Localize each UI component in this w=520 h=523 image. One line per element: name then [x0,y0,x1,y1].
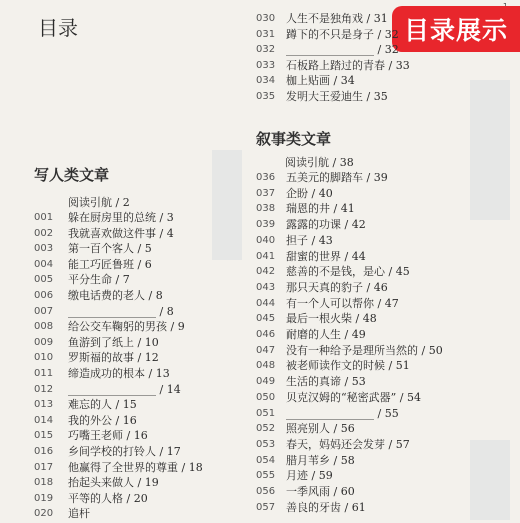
entry-title: 善良的牙齿 / 61 [286,500,366,514]
toc-banner-label: 目录展示 [403,16,508,45]
entry-number: 014 [34,414,54,426]
entry-title: 企盼 / 40 [286,186,333,200]
entry-title: 鱼游到了纸上 / 10 [68,335,159,349]
entry-number: 012 [34,383,54,395]
entry-number: 038 [256,203,276,215]
entry-number: 037 [256,187,276,199]
entry-number: 017 [34,461,54,473]
entry-number: 054 [256,454,276,466]
entry-number: 048 [256,360,276,372]
entry-title: ________________ / 14 [68,382,181,396]
entry-number: 003 [34,243,54,255]
entry-title: 乡间学校的打铃人 / 17 [68,445,181,458]
entry-title: 生活的真谛 / 53 [286,375,366,389]
entry-number: 049 [256,376,276,388]
entry-number: 056 [256,486,276,497]
entry-title: 蹲下的不只是身子 / 32 [286,27,399,41]
entry-number: 034 [256,75,276,86]
entry-title: 追杆 [68,507,90,521]
entry-number: 008 [34,321,54,333]
entry-title: 我的外公 / 16 [68,413,137,427]
entry-number: 055 [256,470,276,482]
section-heading-character: 写人类文章 [34,166,110,184]
entry-title: 慈善的不是钱，是心 / 45 [286,265,410,279]
entry-number: 009 [34,336,54,348]
entry-title: 最后一根火柴 / 48 [286,312,377,326]
ghost-bar-3 [470,440,510,520]
entry-title: 有一个人可以帮你 / 47 [286,296,399,310]
entry-number: 050 [256,391,276,403]
entry-title: 甜蜜的世界 / 44 [286,249,366,263]
entry-number: 057 [256,501,276,513]
entry-title: 躲在厨房里的总统 / 3 [68,211,174,224]
entry-number: 039 [256,219,276,231]
entry-number: 013 [34,399,54,411]
entry-number: 004 [34,258,54,270]
entry-number: 011 [34,368,54,379]
entry-number: 041 [256,250,276,262]
entry-number: 033 [256,59,276,71]
ghost-bar-1 [212,150,242,260]
section-heading-narrative: 叙事类文章 [256,130,332,148]
entry-title: 人生不是独角戏 / 31 [286,12,388,25]
entry-title: 瑞恩的井 / 41 [286,202,355,216]
entry-title: 耐磨的人生 / 49 [286,328,366,341]
entry-title: 我就喜欢做这件事 / 4 [68,226,174,240]
entry-number: 006 [34,290,54,301]
entry-number: 036 [256,172,276,183]
entry-title: ________________ / 32 [286,43,399,56]
page-title: 目录 [38,16,78,40]
entry-number: 045 [256,313,276,325]
entry-number: 016 [34,446,54,457]
entry-number: 052 [256,423,276,435]
entry-title: 巧嘴王老师 / 16 [68,429,148,443]
entry-number: 020 [34,508,54,520]
entry-title: 一季风雨 / 60 [286,485,355,498]
entry-title: ________________ / 55 [286,406,399,420]
entry-title: 五美元的脚踏车 / 39 [286,171,388,184]
entry-number: 031 [256,28,276,40]
entry-number: 002 [34,227,54,239]
entry-number: 018 [34,477,54,489]
entry-number: 046 [256,329,276,340]
toc-banner [392,6,520,52]
entry-number: 010 [34,352,54,364]
entry-title: 腊月苇乡 / 58 [286,453,355,467]
entry-number: 040 [256,234,276,246]
entry-title: 贝克汉姆的“秘密武器” / 54 [286,390,421,404]
entry-title: 抬起头来做人 / 19 [68,476,159,490]
entry-title: 他赢得了全世界的尊重 / 18 [68,460,203,474]
entry-title: 月迹 / 59 [286,469,333,483]
entry-title: 能工巧匠鲁班 / 6 [68,257,152,271]
entry-title: 罗斯福的故事 / 12 [68,351,159,365]
entry-number: 019 [34,492,54,504]
entry-number: 032 [256,44,276,55]
entry-title: 第一百个客人 / 5 [68,242,152,256]
entry-title: 没有一种给予是理所当然的 / 50 [286,343,443,357]
entry-number: 051 [256,407,276,419]
entry-number: 001 [34,212,54,223]
entry-number: 042 [256,266,276,278]
entry-number: 030 [256,13,276,24]
reading-guide-right: 阅读引航 / 38 [285,156,354,169]
entry-number: 043 [256,281,276,293]
entry-title: 给公交车鞠躬的男孩 / 9 [68,320,185,334]
entry-title: 那只天真的豹子 / 46 [286,280,388,294]
entry-title: 露露的功课 / 42 [286,218,366,232]
entry-number: 053 [256,438,276,450]
entry-title: 石板路上踏过的青春 / 33 [286,58,410,72]
ghost-bar-2 [470,80,510,220]
reading-guide-left: 阅读引航 / 2 [68,196,130,209]
entry-number: 047 [256,344,276,356]
entry-title: 平等的人格 / 20 [68,491,148,505]
entry-title: 平分生命 / 7 [68,273,130,287]
entry-title: 被老师读作文的时候 / 51 [286,359,410,373]
entry-title: 缔造成功的根本 / 13 [68,367,170,380]
entry-number: 035 [256,90,276,102]
entry-title: 难忘的人 / 15 [68,398,137,412]
entry-number: 044 [256,297,276,309]
entry-title: 缴电话费的老人 / 8 [68,289,163,302]
entry-number: 007 [34,305,54,317]
entry-number: 015 [34,430,54,442]
entry-title: ________________ / 8 [68,304,174,318]
entry-title: 发明大王爱迪生 / 35 [286,89,388,103]
entry-title: 枷上贴画 / 34 [286,74,355,87]
entry-title: 春天，妈妈还会发芽 / 57 [286,437,410,451]
entry-title: 担子 / 43 [286,233,333,247]
entry-number: 005 [34,274,54,286]
entry-title: 照亮别人 / 56 [286,422,355,436]
